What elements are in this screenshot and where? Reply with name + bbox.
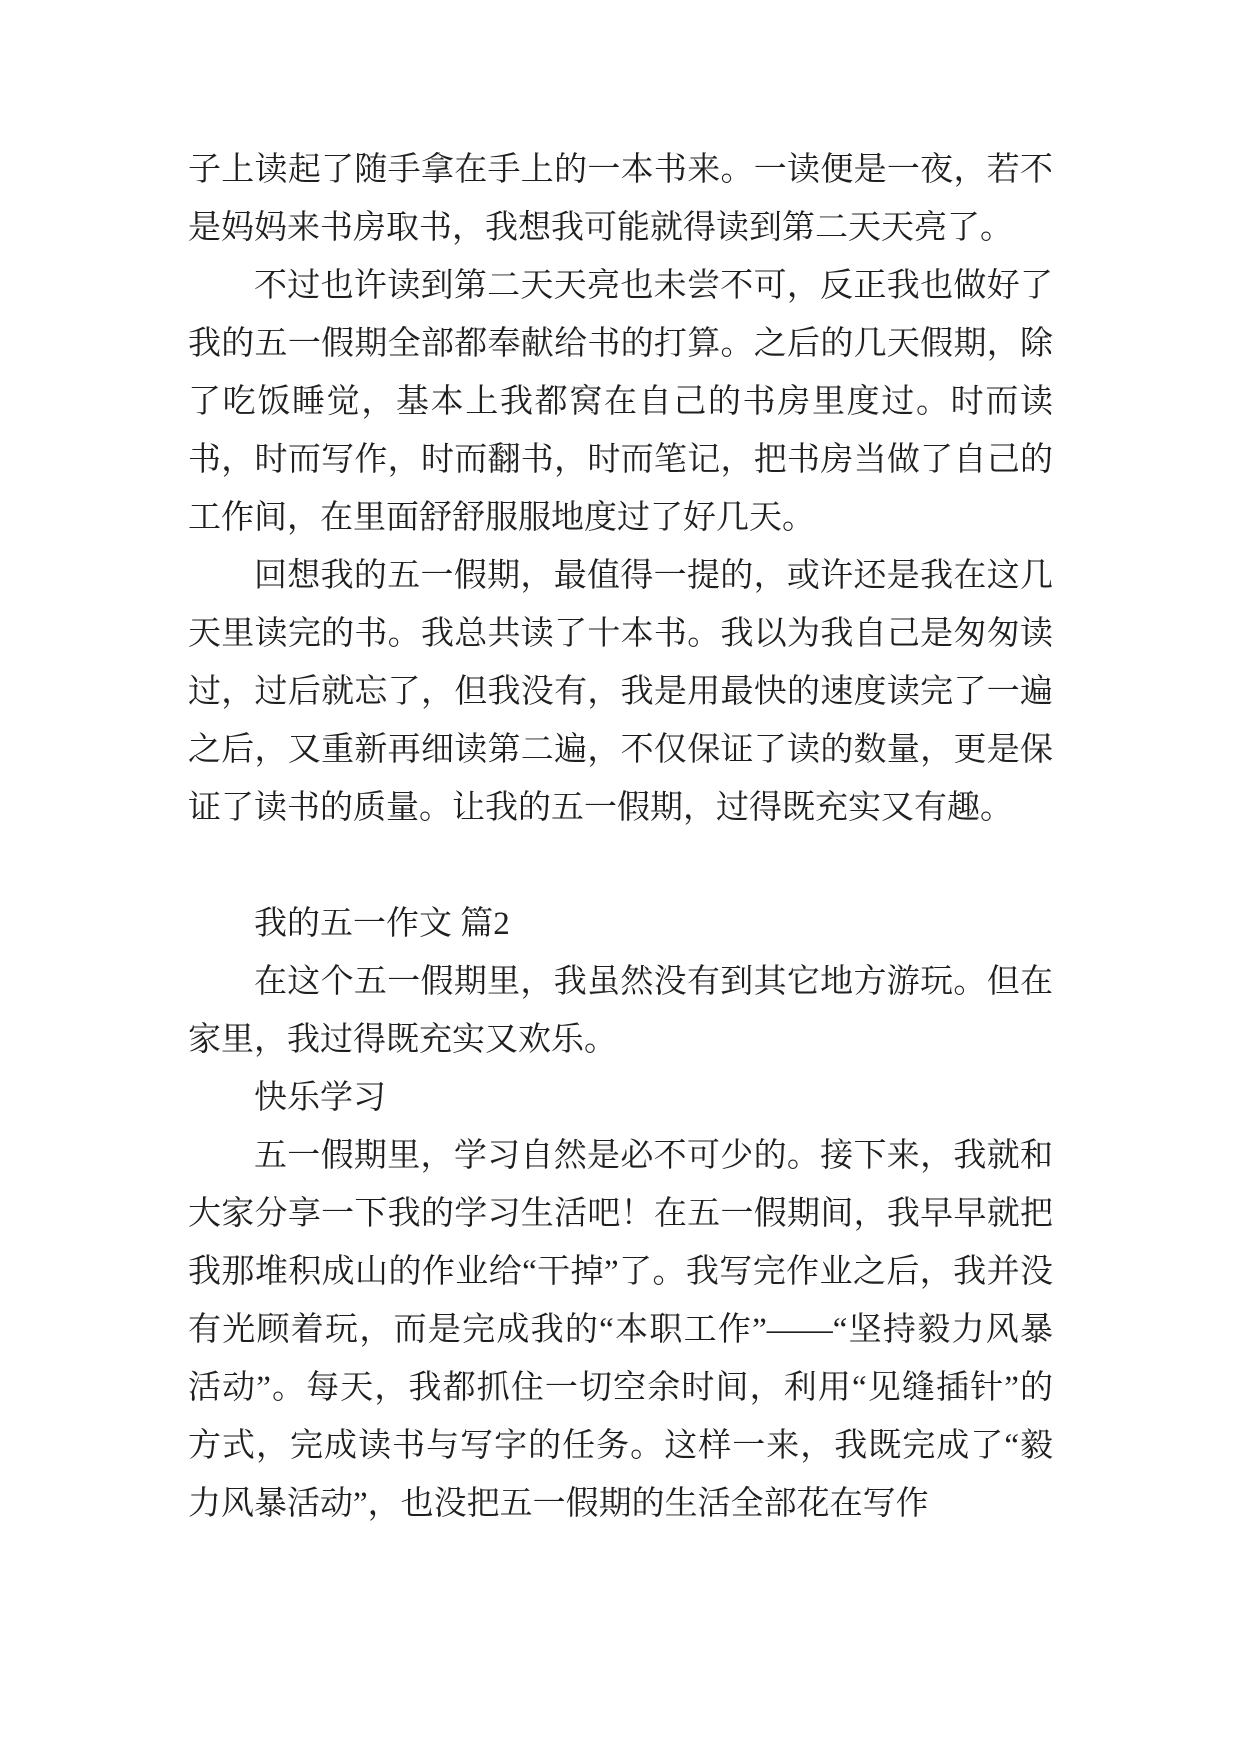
essay-section-heading: 我的五一作文 篇2 [254,906,510,942]
essay-paragraph-continuation: 子上读起了随手拿在手上的一本书来。一读便是一夜，若不是妈妈来书房取书，我想我可能就得读到第二天天亮了。 [188,152,1053,246]
essay-paragraph: 在这个五一假期里，我虽然没有到其它地方游玩。但在家里，我过得既充实又欢乐。 [188,964,1053,1058]
essay-document [188,141,1053,1533]
essay-paragraph: 不过也许读到第二天天亮也未尝不可，反正我也做好了我的五一假期全部都奉献给书的打算。之后的几天假期，除了吃饭睡觉，基本上我都窝在自己的书房里度过。时而读书，时而写作，时而翻书，时而笔记，把书房当做了自己的工作间，在里面舒舒服服地度过了好几天。 [188,268,1053,536]
essay-subheading: 快乐学习 [254,1080,386,1116]
essay-paragraph: 回想我的五一假期，最值得一提的，或许还是我在这几天里读完的书。我总共读了十本书。我以为我自己是匆匆读过，过后就忘了，但我没有，我是用最快的速度读完了一遍之后，又重新再细读第二遍，不仅保证了读的数量，更是保证了读书的质量。让我的五一假期，过得既充实又有趣。 [188,558,1053,826]
essay-paragraph: 五一假期里，学习自然是必不可少的。接下来，我就和大家分享一下我的学习生活吧！在五一假期间，我早早就把我那堆积成山的作业给“干掉”了。我写完作业之后，我并没有光顾着玩，而是完成我的“本职工作”——“坚持毅力风暴活动”。每天，我都抓住一切空余时间，利用“见缝插针”的方式，完成读书与写字的任务。这样一来，我既完成了“毅力风暴活动”，也没把五一假期的生活全部花在写作 [188,1138,1053,1522]
